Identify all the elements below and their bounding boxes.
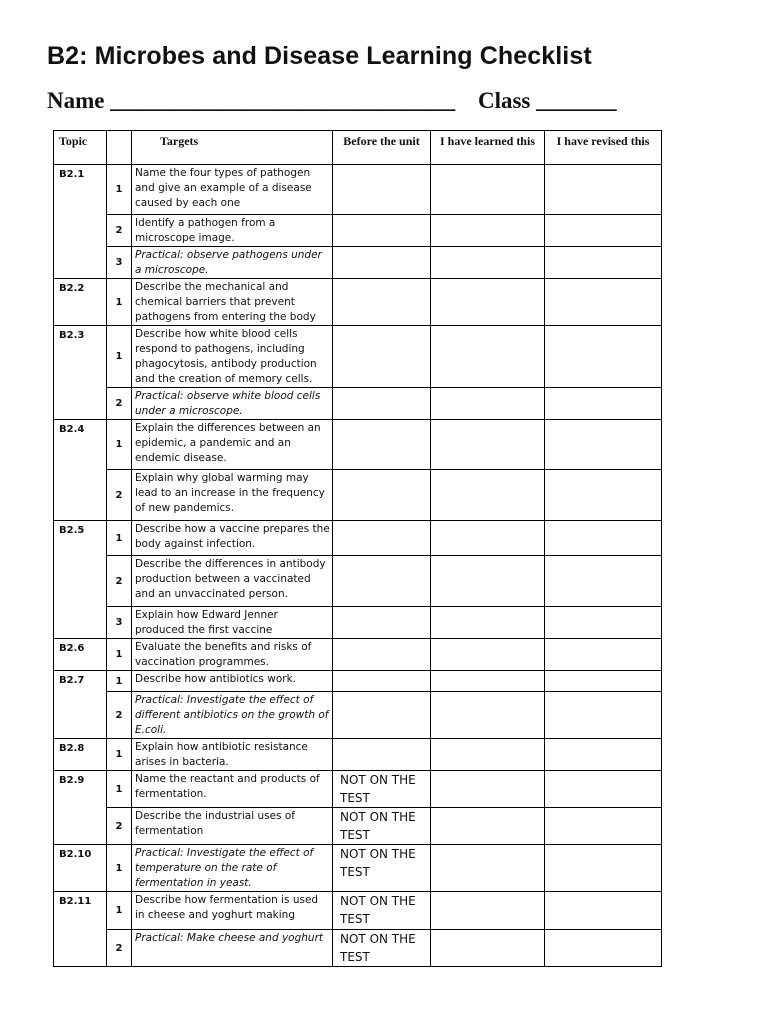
revised-cell[interactable]	[545, 771, 662, 808]
target-text: Describe how a vaccine prepares the body against infection.	[132, 521, 333, 556]
name-blank: ______________________________	[110, 88, 456, 113]
target-text: Describe how fermentation is used in cheese and yoghurt making	[132, 892, 333, 930]
target-text: Evaluate the benefits and risks of vaccination programmes.	[132, 639, 333, 671]
target-number: 1	[107, 771, 132, 808]
revised-cell[interactable]	[545, 420, 662, 470]
revised-cell[interactable]	[545, 165, 662, 215]
target-number: 1	[107, 521, 132, 556]
topic-cell: B2.1	[54, 165, 107, 279]
topic-cell: B2.6	[54, 639, 107, 671]
revised-cell[interactable]	[545, 930, 662, 967]
learned-cell[interactable]	[431, 892, 545, 930]
target-number: 2	[107, 808, 132, 845]
header-topic: Topic	[54, 131, 107, 165]
table-row	[54, 671, 662, 692]
table-row	[54, 326, 662, 388]
target-text: Describe how white blood cells respond to pathogens, including phagocytosis, antibody production and the creation of memory cells.	[132, 326, 333, 388]
learned-cell[interactable]	[431, 215, 545, 247]
page-title: B2: Microbes and Disease Learning Checklist	[47, 42, 592, 70]
revised-cell[interactable]	[545, 215, 662, 247]
learned-cell[interactable]	[431, 247, 545, 279]
table-row	[54, 739, 662, 771]
target-text: Explain how antibiotic resistance arises in bacteria.	[132, 739, 333, 771]
class-label: Class	[477, 88, 531, 113]
before-unit-cell[interactable]	[333, 521, 431, 556]
target-number: 2	[107, 470, 132, 521]
table-row	[54, 521, 662, 556]
target-text: Explain why global warming may lead to an increase in the frequency of new pandemics.	[132, 470, 333, 521]
before-unit-cell[interactable]: NOT ON THE TEST	[333, 930, 431, 967]
learned-cell[interactable]	[431, 326, 545, 388]
table-row	[54, 930, 662, 967]
target-text: Describe how antibiotics work.	[132, 671, 333, 692]
target-text: Explain how Edward Jenner produced the first vaccine	[132, 607, 333, 639]
target-number: 1	[107, 639, 132, 671]
before-unit-cell[interactable]	[333, 470, 431, 521]
learning-checklist-table	[53, 130, 662, 967]
table-row	[54, 470, 662, 521]
table-row	[54, 892, 662, 930]
target-number: 3	[107, 607, 132, 639]
target-number: 1	[107, 845, 132, 892]
target-text: Describe the industrial uses of fermentation	[132, 808, 333, 845]
before-unit-cell[interactable]	[333, 326, 431, 388]
before-unit-cell[interactable]: NOT ON THE TEST	[333, 845, 431, 892]
topic-cell: B2.7	[54, 671, 107, 739]
learned-cell[interactable]	[431, 639, 545, 671]
before-unit-cell[interactable]: NOT ON THE TEST	[333, 892, 431, 930]
topic-cell: B2.2	[54, 279, 107, 326]
revised-cell[interactable]	[545, 279, 662, 326]
target-number: 1	[107, 739, 132, 771]
target-text: Practical: observe white blood cells under a microscope.	[132, 388, 333, 420]
table-row	[54, 692, 662, 739]
class-blank: _______	[536, 88, 617, 113]
target-number: 1	[107, 279, 132, 326]
before-unit-cell[interactable]: NOT ON THE TEST	[333, 771, 431, 808]
before-unit-cell[interactable]	[333, 692, 431, 739]
revised-cell[interactable]	[545, 845, 662, 892]
table-row	[54, 808, 662, 845]
header-learned: I have learned this	[431, 131, 545, 165]
before-unit-cell[interactable]	[333, 247, 431, 279]
target-text: Practical: Investigate the effect of different antibiotics on the growth of E.coli.	[132, 692, 333, 739]
before-unit-cell[interactable]	[333, 215, 431, 247]
revised-cell[interactable]	[545, 739, 662, 771]
table-row	[54, 388, 662, 420]
target-number: 2	[107, 692, 132, 739]
table-row	[54, 165, 662, 215]
header-before-unit: Before the unit	[333, 131, 431, 165]
target-number: 3	[107, 247, 132, 279]
table-row	[54, 556, 662, 607]
header-number	[107, 131, 132, 165]
target-text: Name the four types of pathogen and give an example of a disease caused by each one	[132, 165, 333, 215]
learned-cell[interactable]	[431, 388, 545, 420]
table-row	[54, 247, 662, 279]
topic-cell: B2.3	[54, 326, 107, 420]
target-text: Identify a pathogen from a microscope image.	[132, 215, 333, 247]
table-row	[54, 215, 662, 247]
name-class-line	[47, 88, 617, 114]
learned-cell[interactable]	[431, 521, 545, 556]
topic-cell: B2.11	[54, 892, 107, 967]
learned-cell[interactable]	[431, 470, 545, 521]
topic-cell: B2.10	[54, 845, 107, 892]
topic-cell: B2.5	[54, 521, 107, 639]
target-number: 2	[107, 215, 132, 247]
before-unit-cell[interactable]	[333, 388, 431, 420]
revised-cell[interactable]	[545, 639, 662, 671]
before-unit-cell[interactable]	[333, 556, 431, 607]
target-number: 2	[107, 388, 132, 420]
target-number: 2	[107, 930, 132, 967]
learned-cell[interactable]	[431, 607, 545, 639]
target-text: Explain the differences between an epidemic, a pandemic and an endemic disease.	[132, 420, 333, 470]
name-label: Name	[47, 88, 105, 113]
before-unit-cell[interactable]	[333, 279, 431, 326]
revised-cell[interactable]	[545, 326, 662, 388]
target-text: Practical: Make cheese and yoghurt	[132, 930, 333, 967]
revised-cell[interactable]	[545, 607, 662, 639]
target-number: 2	[107, 556, 132, 607]
target-number: 1	[107, 165, 132, 215]
learned-cell[interactable]	[431, 420, 545, 470]
table-row	[54, 420, 662, 470]
target-number: 1	[107, 671, 132, 692]
learned-cell[interactable]	[431, 279, 545, 326]
learned-cell[interactable]	[431, 556, 545, 607]
learned-cell[interactable]	[431, 692, 545, 739]
learned-cell[interactable]	[431, 845, 545, 892]
learned-cell[interactable]	[431, 930, 545, 967]
before-unit-cell[interactable]	[333, 165, 431, 215]
revised-cell[interactable]	[545, 470, 662, 521]
header-revised: I have revised this	[545, 131, 662, 165]
target-text: Name the reactant and products of fermentation.	[132, 771, 333, 808]
table-row	[54, 639, 662, 671]
revised-cell[interactable]	[545, 556, 662, 607]
target-text: Describe the differences in antibody production between a vaccinated and an unvaccinated person.	[132, 556, 333, 607]
target-text: Practical: Investigate the effect of temperature on the rate of fermentation in yeast.	[132, 845, 333, 892]
learned-cell[interactable]	[431, 165, 545, 215]
before-unit-cell[interactable]	[333, 607, 431, 639]
learned-cell[interactable]	[431, 671, 545, 692]
target-text: Practical: observe pathogens under a microscope.	[132, 247, 333, 279]
topic-cell: B2.4	[54, 420, 107, 521]
revised-cell[interactable]	[545, 671, 662, 692]
before-unit-cell[interactable]	[333, 639, 431, 671]
revised-cell[interactable]	[545, 247, 662, 279]
header-targets: Targets	[132, 131, 333, 165]
before-unit-cell[interactable]: NOT ON THE TEST	[333, 808, 431, 845]
learned-cell[interactable]	[431, 808, 545, 845]
revised-cell[interactable]	[545, 521, 662, 556]
target-number: 1	[107, 892, 132, 930]
before-unit-cell[interactable]	[333, 420, 431, 470]
before-unit-cell[interactable]	[333, 739, 431, 771]
revised-cell[interactable]	[545, 388, 662, 420]
target-text: Describe the mechanical and chemical barriers that prevent pathogens from entering the body	[132, 279, 333, 326]
target-number: 1	[107, 326, 132, 388]
learned-cell[interactable]	[431, 771, 545, 808]
learned-cell[interactable]	[431, 739, 545, 771]
topic-cell: B2.9	[54, 771, 107, 845]
target-number: 1	[107, 420, 132, 470]
table-row	[54, 279, 662, 326]
topic-cell: B2.8	[54, 739, 107, 771]
table-header-row	[54, 131, 662, 165]
table-row	[54, 607, 662, 639]
revised-cell[interactable]	[545, 808, 662, 845]
revised-cell[interactable]	[545, 892, 662, 930]
table-row	[54, 771, 662, 808]
table-row	[54, 845, 662, 892]
revised-cell[interactable]	[545, 692, 662, 739]
before-unit-cell[interactable]	[333, 671, 431, 692]
